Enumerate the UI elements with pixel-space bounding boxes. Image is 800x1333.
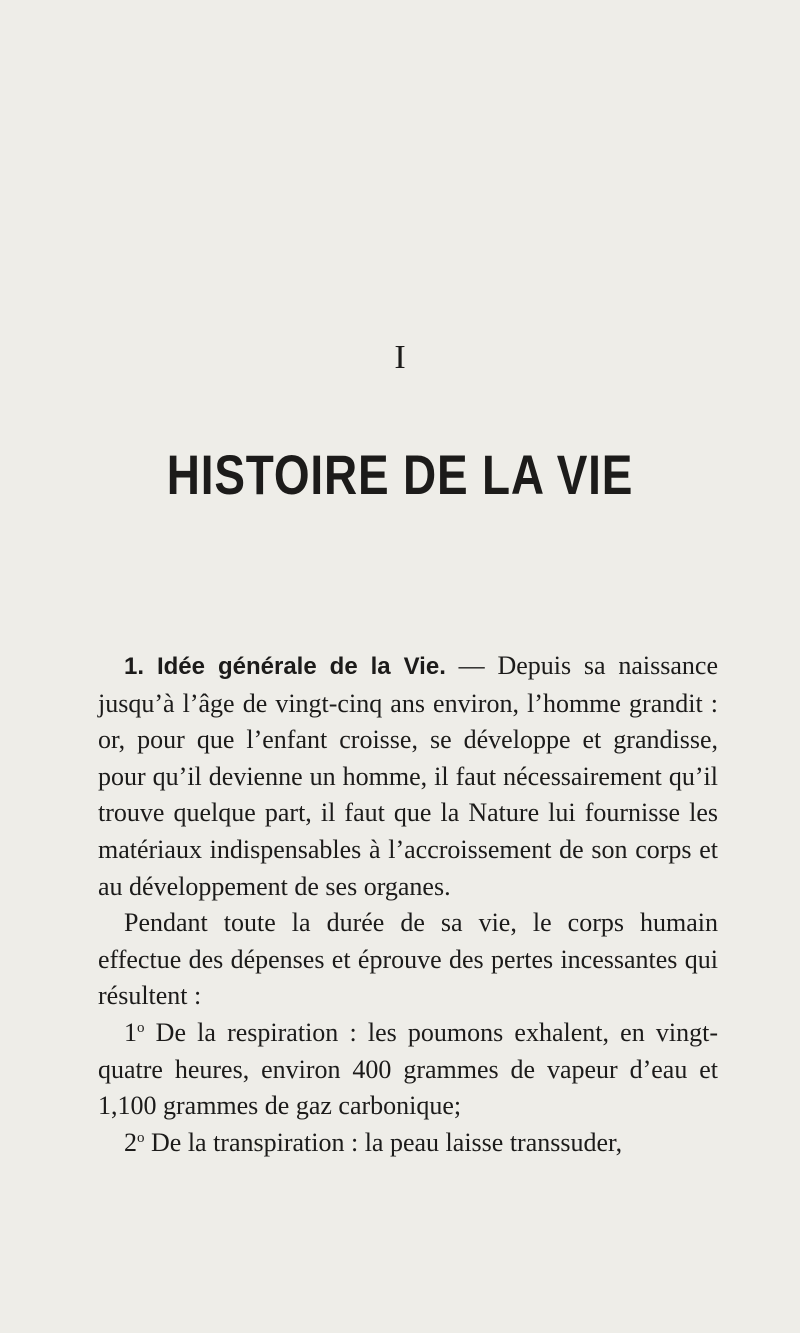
paragraph-1-text: — Depuis sa naissance jusqu’à l’âge de vingt-cinq ans environ, l’homme grandit : or, pour que l’enfant croisse, se développe et grandisse, pour qu’il devienne un homme, il faut nécessairement qu’il trouve quelque part, il faut que la Nature lui fournisse les matériaux indispensables à l’accroissement de son corps et au développement de ses organes. (98, 651, 718, 901)
section-heading: 1. Idée générale de la Vie. (124, 653, 446, 680)
list-item-1-text: De la respiration : les poumons exhalent, en vingt-quatre heures, environ 400 grammes de vapeur d’eau et 1,100 grammes de gaz carbonique; (98, 1017, 718, 1121)
paragraph-1 (98, 648, 718, 905)
list-item-2 (98, 1125, 718, 1162)
list-item-2-text: De la transpiration : la peau laisse transsuder, (144, 1127, 623, 1157)
list-item-1-number: 1 (124, 1017, 137, 1047)
chapter-title: HISTOIRE DE LA VIE (166, 443, 634, 506)
list-item-1-ordinal: o (137, 1019, 145, 1036)
paragraph-2: Pendant toute la durée de sa vie, le corps humain effectue des dépenses et éprouve des pertes incessantes qui résultent : (98, 908, 718, 1011)
chapter-number: I (394, 339, 406, 376)
list-item-2-ordinal: o (137, 1129, 145, 1146)
body-text (98, 648, 718, 1161)
list-item-2-number: 2 (124, 1127, 137, 1157)
list-item-1 (98, 1015, 718, 1125)
